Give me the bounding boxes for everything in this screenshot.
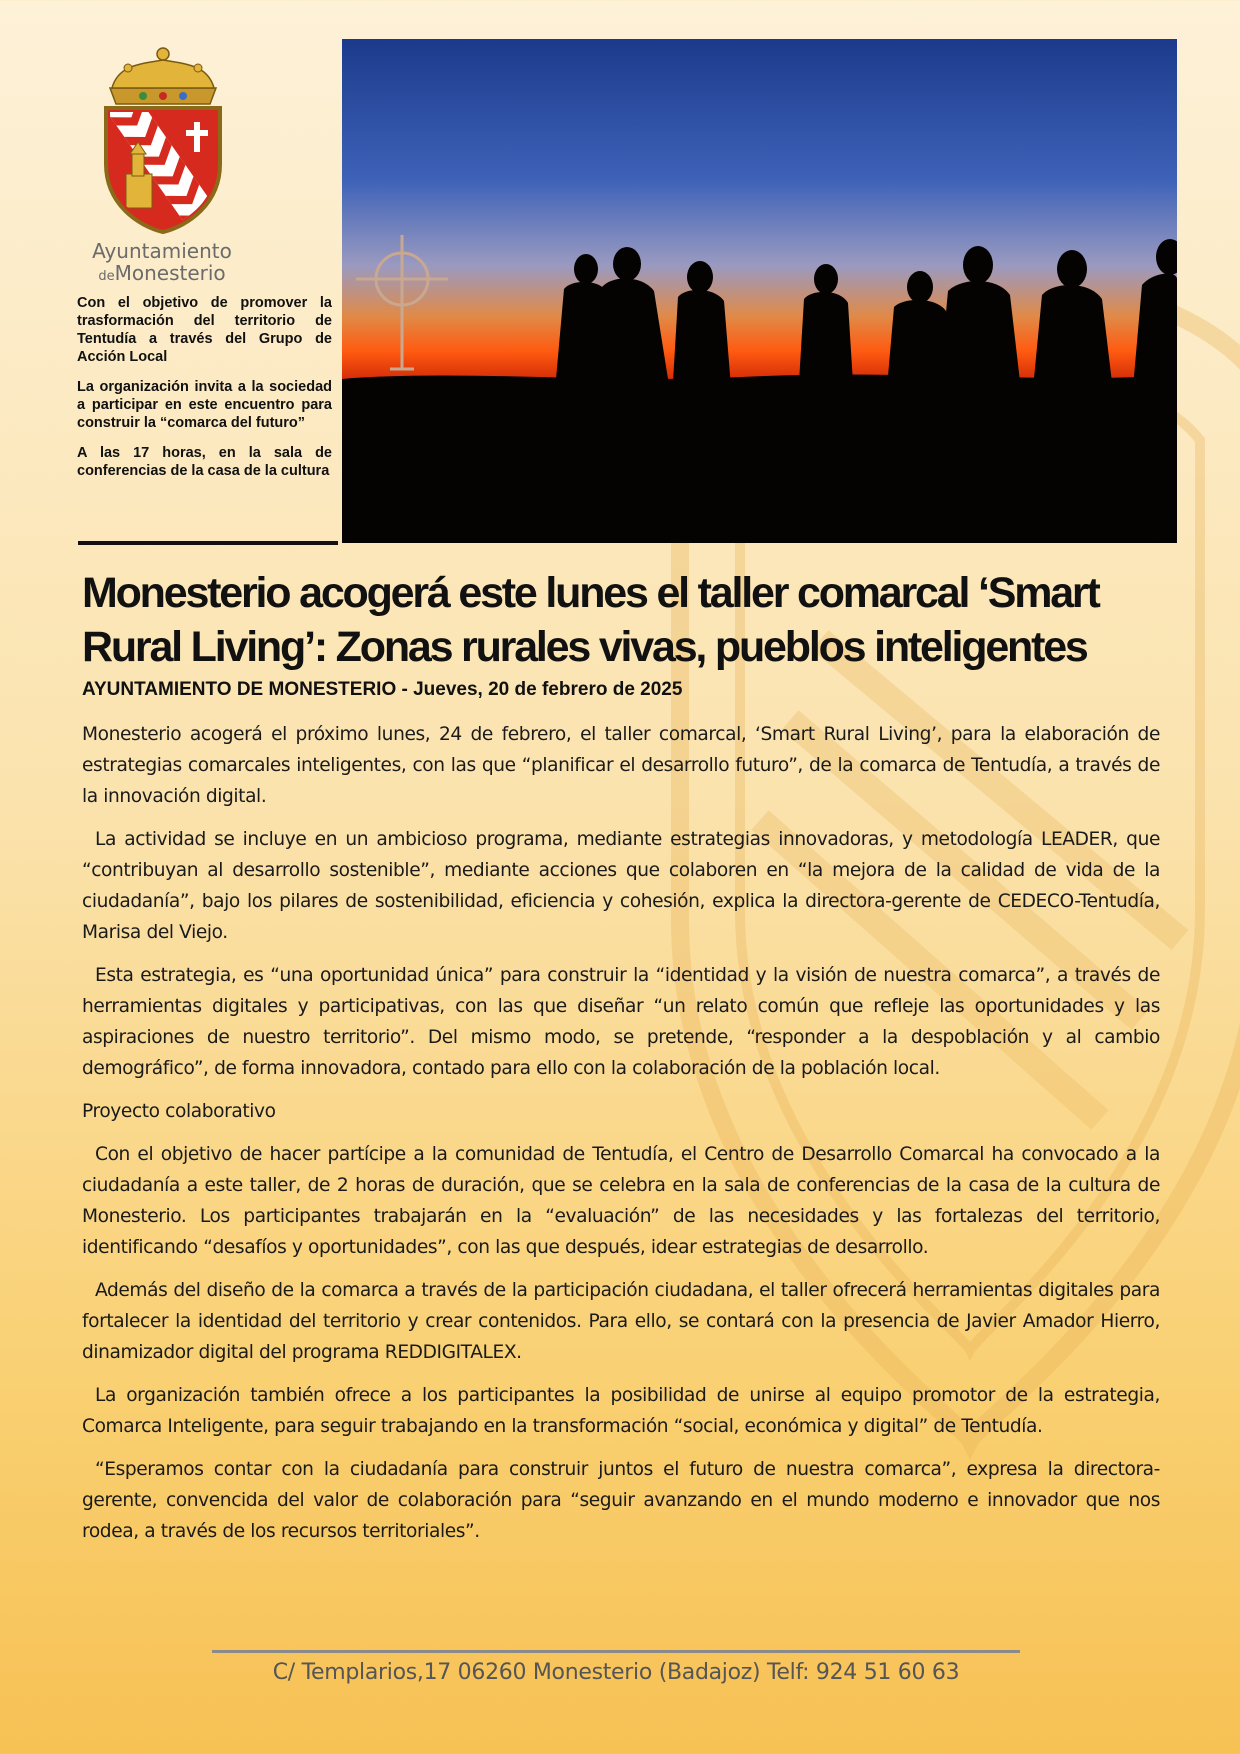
sidebar-divider (78, 541, 338, 545)
footer-divider (212, 1650, 1020, 1653)
article-subheading: Proyecto colaborativo (82, 1101, 276, 1122)
organization-name-prefix: de (98, 269, 115, 284)
article-paragraph: La organización también ofrece a los participantes la posibilidad de unirse al equipo promotor de la estrategia, Comarca Inteligente, para seguir trabajando en la transformación “social, económica y digital” de Tentudía. (82, 1385, 1160, 1437)
article-body (82, 719, 1160, 1559)
summary-point: La organización invita a la sociedad a participar en este encuentro para construir la “comarca del futuro” (77, 379, 332, 431)
organization-name-line1: Ayuntamiento (92, 239, 232, 263)
article-paragraph: La actividad se incluye en un ambicioso programa, mediante estrategias innovadoras, y metodología LEADER, que “contribuyan al desarrollo sostenible”, mediante acciones que colaboren en “la mejora de la calidad de vida de la ciudadanía”, bajo los pilares de sostenibilidad, eficiencia y cohesión, explica la directora-gerente de CEDECO-Tentudía, Marisa del Viejo. (82, 829, 1160, 943)
sidebar-summary (77, 294, 332, 492)
sunset-photo (342, 39, 1177, 543)
article-paragraph: Además del diseño de la comarca a través de la participación ciudadana, el taller ofrecerá herramientas digitales para fortalecer la identidad del territorio y crear contenidos. Para ello, se contará con la presencia de Javier Amador Hierro, dinamizador digital del programa REDDIGITALEX. (82, 1280, 1160, 1363)
article-headline: Monesterio acogerá este lunes el taller comarcal ‘Smart Rural Living’: Zonas rurales vivas, pueblos inteligentes (82, 569, 1099, 671)
article-byline: AYUNTAMIENTO DE MONESTERIO - Jueves, 20 de febrero de 2025 (82, 679, 683, 700)
article-paragraph: Monesterio acogerá el próximo lunes, 24 de febrero, el taller comarcal, ‘Smart Rural Living’, para la elaboración de estrategias comarcales inteligentes, con las que “planificar el desarrollo futuro”, de la comarca de Tentudía, a través de la innovación digital. (82, 724, 1160, 807)
article-paragraph: “Esperamos contar con la ciudadanía para construir juntos el futuro de nuestra comarca”, expresa la directora-gerente, convencida del valor de colaboración para “seguir avanzando en el mundo moderno e innovador que nos rodea, a través de los recursos territoriales”. (82, 1459, 1160, 1542)
article-paragraph: Esta estrategia, es “una oportunidad única” para construir la “identidad y la visión de nuestra comarca”, a través de herramientas digitales y participativas, con las que diseñar “un relato común que refleje las oportunidades y las aspiraciones de nuestro territorio”. Del mismo modo, se pretende, “responder a la despoblación y al cambio demográfico”, de forma innovadora, contado para ello con la colaboración de la población local. (82, 965, 1160, 1079)
summary-point: A las 17 horas, en la sala de conferencias de la casa de la cultura (77, 445, 332, 479)
article-paragraph: Con el objetivo de hacer partícipe a la comunidad de Tentudía, el Centro de Desarrollo Comarcal ha convocado a la ciudadanía a este taller, de 2 horas de duración, que se celebra en la sala de conferencias de la casa de la cultura de Monesterio. Los participantes trabajarán en la “evaluación” de las necesidades y las fortalezas del territorio, identificando “desafíos y oportunidades”, con las que después, idear estrategias de desarrollo. (82, 1144, 1160, 1258)
summary-point: Con el objetivo de promover la trasformación del territorio de Tentudía a través del Grupo de Acción Local (77, 295, 332, 365)
organization-name (72, 240, 252, 288)
footer-address: C/ Templarios,17 06260 Monesterio (Badajoz) Telf: 924 51 60 63 (272, 1660, 960, 1685)
organization-name-line2: Monesterio (114, 261, 226, 285)
coat-of-arms-icon (88, 46, 238, 236)
